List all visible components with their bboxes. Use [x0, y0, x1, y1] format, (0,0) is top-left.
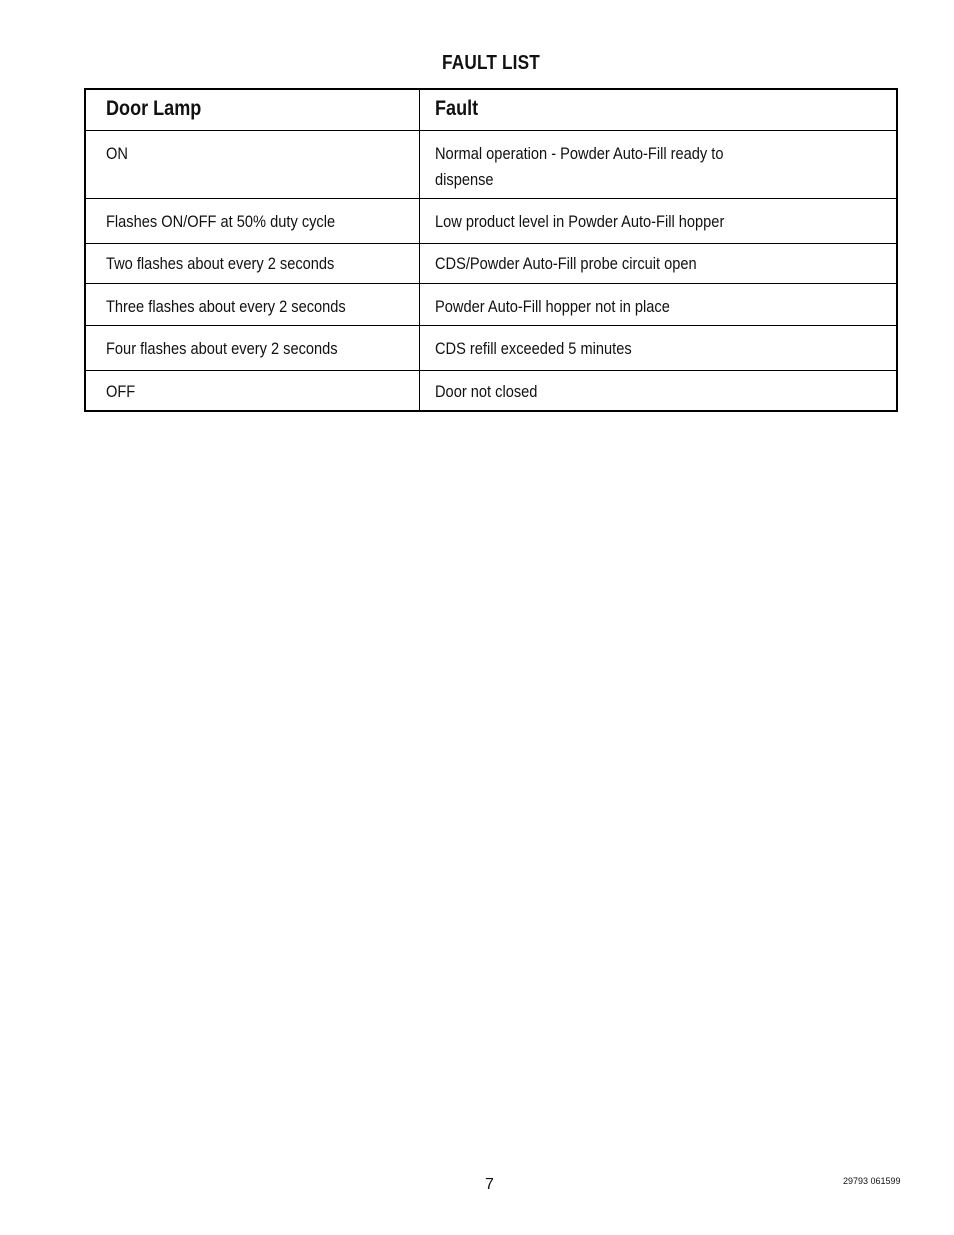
table-header-row [85, 89, 897, 130]
door-lamp-cell: Three flashes about every 2 seconds [85, 283, 419, 325]
fault-cell: Normal operation - Powder Auto-Fill ready to dispense [419, 130, 897, 198]
fault-cell: CDS refill exceeded 5 minutes [419, 325, 897, 370]
page-number: 7 [485, 1176, 494, 1193]
fault-cell: Powder Auto-Fill hopper not in place [419, 283, 897, 325]
table-row [85, 370, 897, 411]
door-lamp-cell: Four flashes about every 2 seconds [85, 325, 419, 370]
door-lamp-cell: OFF [85, 370, 419, 411]
column-header-fault: Fault [419, 89, 897, 130]
fault-cell: Door not closed [434, 381, 537, 401]
table-row [85, 325, 897, 370]
fault-cell: CDS/Powder Auto-Fill probe circuit open [419, 243, 897, 283]
table-row [85, 243, 897, 283]
door-lamp-cell: Two flashes about every 2 seconds [85, 243, 419, 283]
document-code: 29793 061599 [843, 1176, 901, 1186]
table-row [85, 198, 897, 243]
page-title: FAULT LIST [442, 52, 540, 74]
column-header-door-lamp: Door Lamp [85, 89, 419, 130]
fault-list-table [84, 88, 898, 412]
door-lamp-cell: ON [85, 130, 419, 198]
table-row [85, 130, 897, 198]
fault-cell: Low product level in Powder Auto-Fill hopper [419, 198, 897, 243]
table-row [85, 283, 897, 325]
door-lamp-cell: Flashes ON/OFF at 50% duty cycle [85, 198, 419, 243]
